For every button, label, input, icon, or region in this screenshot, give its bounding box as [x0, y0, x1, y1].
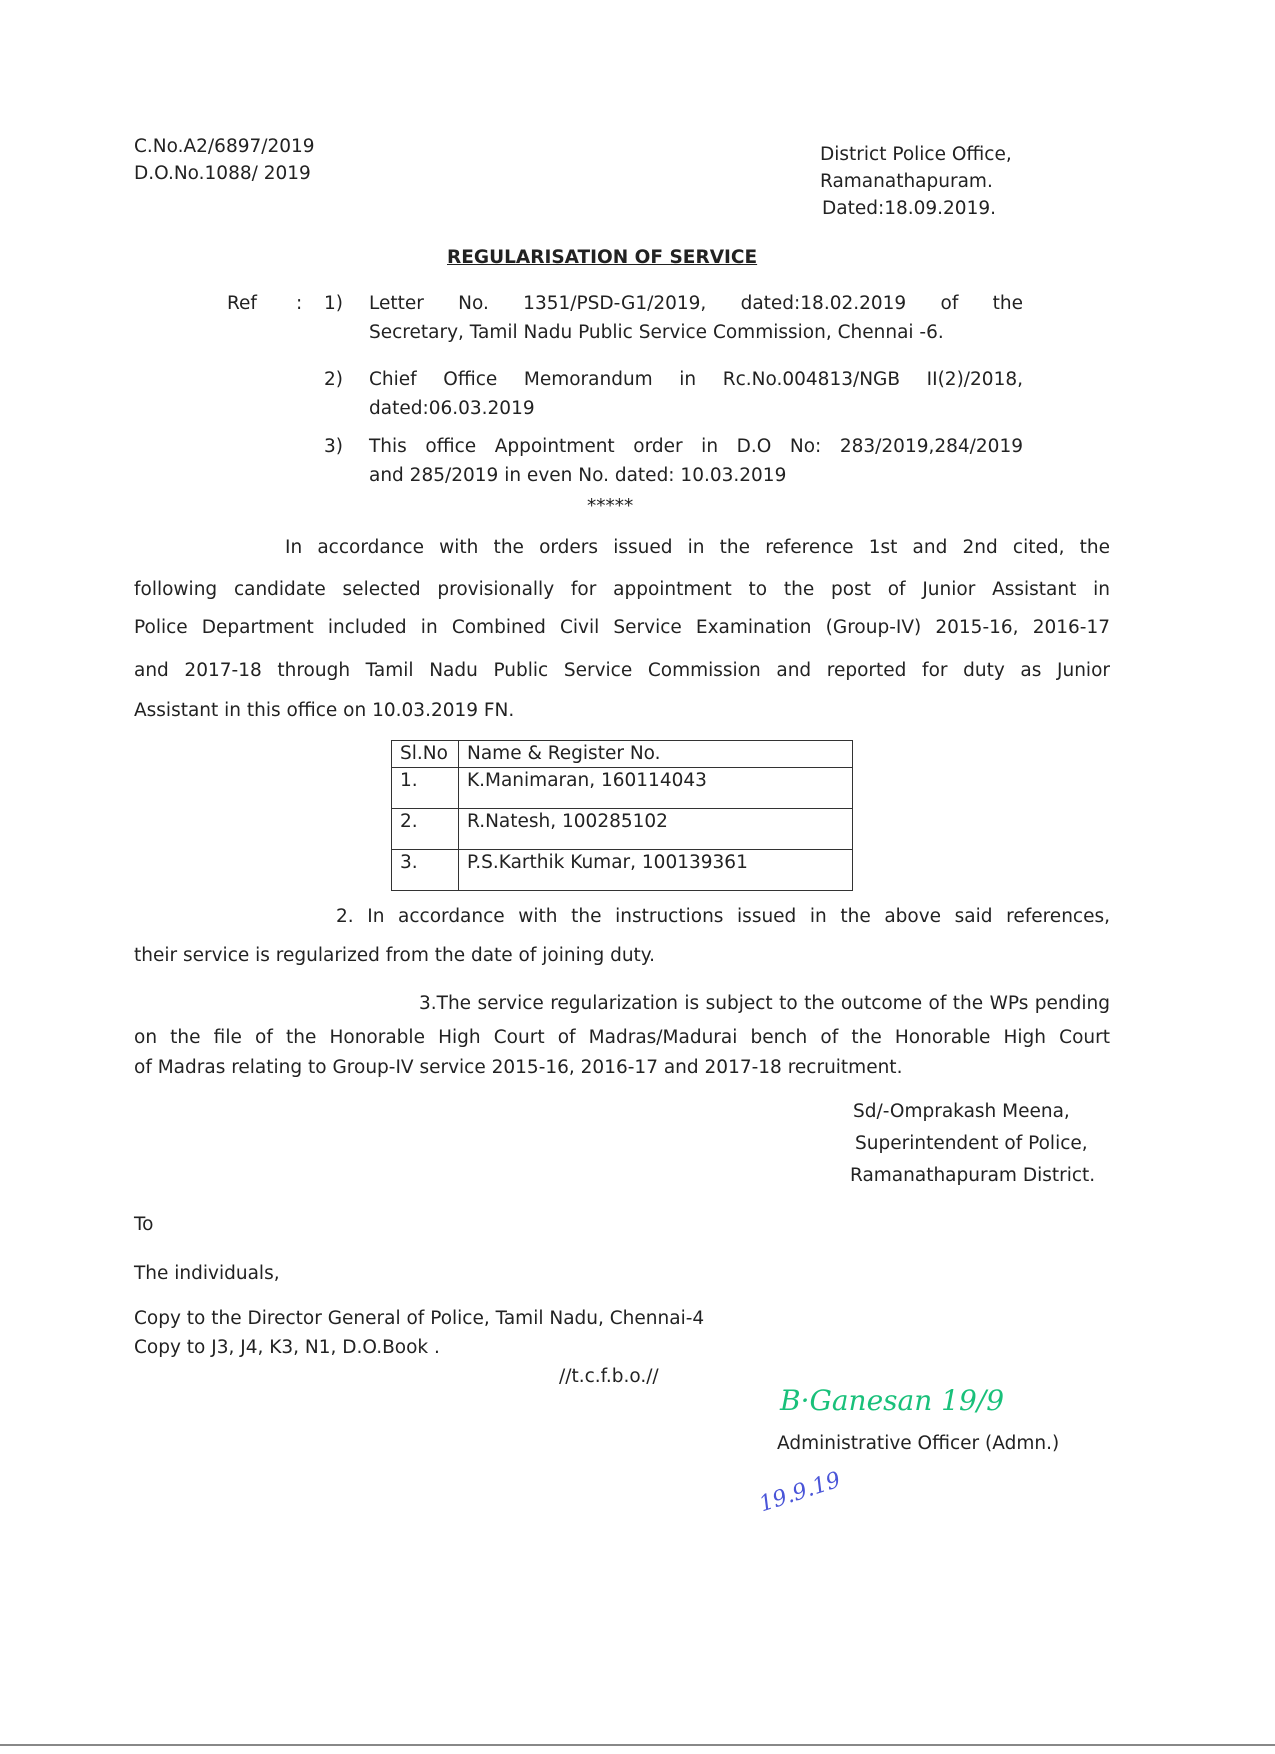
- candidate-table: [391, 740, 853, 891]
- do-number: D.O.No.1088/ 2019: [134, 163, 311, 184]
- cell-slno: 1.: [392, 768, 459, 809]
- para1-line1: In accordance with the orders issued in the reference 1st and 2nd cited, the: [285, 537, 1110, 558]
- ref-2-number: 2): [324, 369, 343, 390]
- col-header-slno: Sl.No: [392, 741, 459, 768]
- ref-2-line2: dated:06.03.2019: [369, 398, 535, 419]
- ref-3-line1: This office Appointment order in D.O No: 283/2019,284/2019: [369, 436, 1023, 457]
- admin-officer-label: Administrative Officer (Admn.): [777, 1433, 1060, 1454]
- to-label: To: [134, 1214, 154, 1235]
- tcfbo: //t.c.f.b.o.//: [559, 1366, 659, 1387]
- para2-line2: their service is regularized from the date of joining duty.: [134, 945, 655, 966]
- handwritten-initials-green: B·Ganesan 19/9: [780, 1384, 1005, 1417]
- ref-2-line1: Chief Office Memorandum in Rc.No.004813/NGB II(2)/2018,: [369, 369, 1023, 390]
- ref-1-number: 1): [324, 293, 343, 314]
- table-row: [392, 768, 853, 809]
- copy-to-dgp: Copy to the Director General of Police, Tamil Nadu, Chennai-4: [134, 1308, 705, 1329]
- scan-edge-line: [0, 1744, 1275, 1746]
- document-title: REGULARISATION OF SERVICE: [447, 247, 758, 268]
- cell-name: R.Natesh, 100285102: [459, 809, 853, 850]
- signatory-designation: Superintendent of Police,: [855, 1133, 1088, 1154]
- cell-slno: 2.: [392, 809, 459, 850]
- para1-line2: following candidate selected provisionally for appointment to the post of Junior Assistant in: [134, 579, 1110, 600]
- office-place: Ramanathapuram.: [820, 171, 993, 192]
- separator-stars: *****: [587, 496, 634, 517]
- ref-3-line2: and 285/2019 in even No. dated: 10.03.2019: [369, 465, 787, 486]
- cell-slno: 3.: [392, 850, 459, 891]
- letter-date: Dated:18.09.2019.: [822, 198, 996, 219]
- signatory-district: Ramanathapuram District.: [850, 1165, 1096, 1186]
- para1-line5: Assistant in this office on 10.03.2019 FN.: [134, 700, 515, 721]
- signatory-name: Sd/-Omprakash Meena,: [853, 1101, 1070, 1122]
- copy-to-sections: Copy to J3, J4, K3, N1, D.O.Book .: [134, 1337, 440, 1358]
- para3-line2: on the file of the Honorable High Court of Madras/Madurai bench of the Honorable High Court: [134, 1027, 1110, 1048]
- table-row: [392, 809, 853, 850]
- ref-label: Ref: [227, 293, 257, 314]
- office-name: District Police Office,: [820, 144, 1012, 165]
- para1-line4: and 2017-18 through Tamil Nadu Public Service Commission and reported for duty as Junior: [134, 660, 1110, 681]
- recipients: The individuals,: [134, 1263, 280, 1284]
- case-number: C.No.A2/6897/2019: [134, 136, 315, 157]
- table-row: [392, 850, 853, 891]
- table-header-row: [392, 741, 853, 768]
- para2-line1: 2. In accordance with the instructions issued in the above said references,: [336, 906, 1110, 927]
- cell-name: P.S.Karthik Kumar, 100139361: [459, 850, 853, 891]
- handwritten-initials-blue: 19.9.19: [756, 1467, 844, 1518]
- col-header-name: Name & Register No.: [459, 741, 853, 768]
- ref-colon: :: [296, 293, 303, 314]
- ref-1-line2: Secretary, Tamil Nadu Public Service Commission, Chennai -6.: [369, 322, 944, 343]
- ref-1-line1: Letter No. 1351/PSD-G1/2019, dated:18.02.2019 of the: [369, 293, 1023, 314]
- para3-line1: 3.The service regularization is subject to the outcome of the WPs pending: [419, 993, 1110, 1014]
- para3-line3: of Madras relating to Group-IV service 2015-16, 2016-17 and 2017-18 recruitment.: [134, 1057, 903, 1078]
- cell-name: K.Manimaran, 160114043: [459, 768, 853, 809]
- ref-3-number: 3): [324, 436, 343, 457]
- para1-line3: Police Department included in Combined Civil Service Examination (Group-IV) 2015-16, 2016-17: [134, 617, 1110, 638]
